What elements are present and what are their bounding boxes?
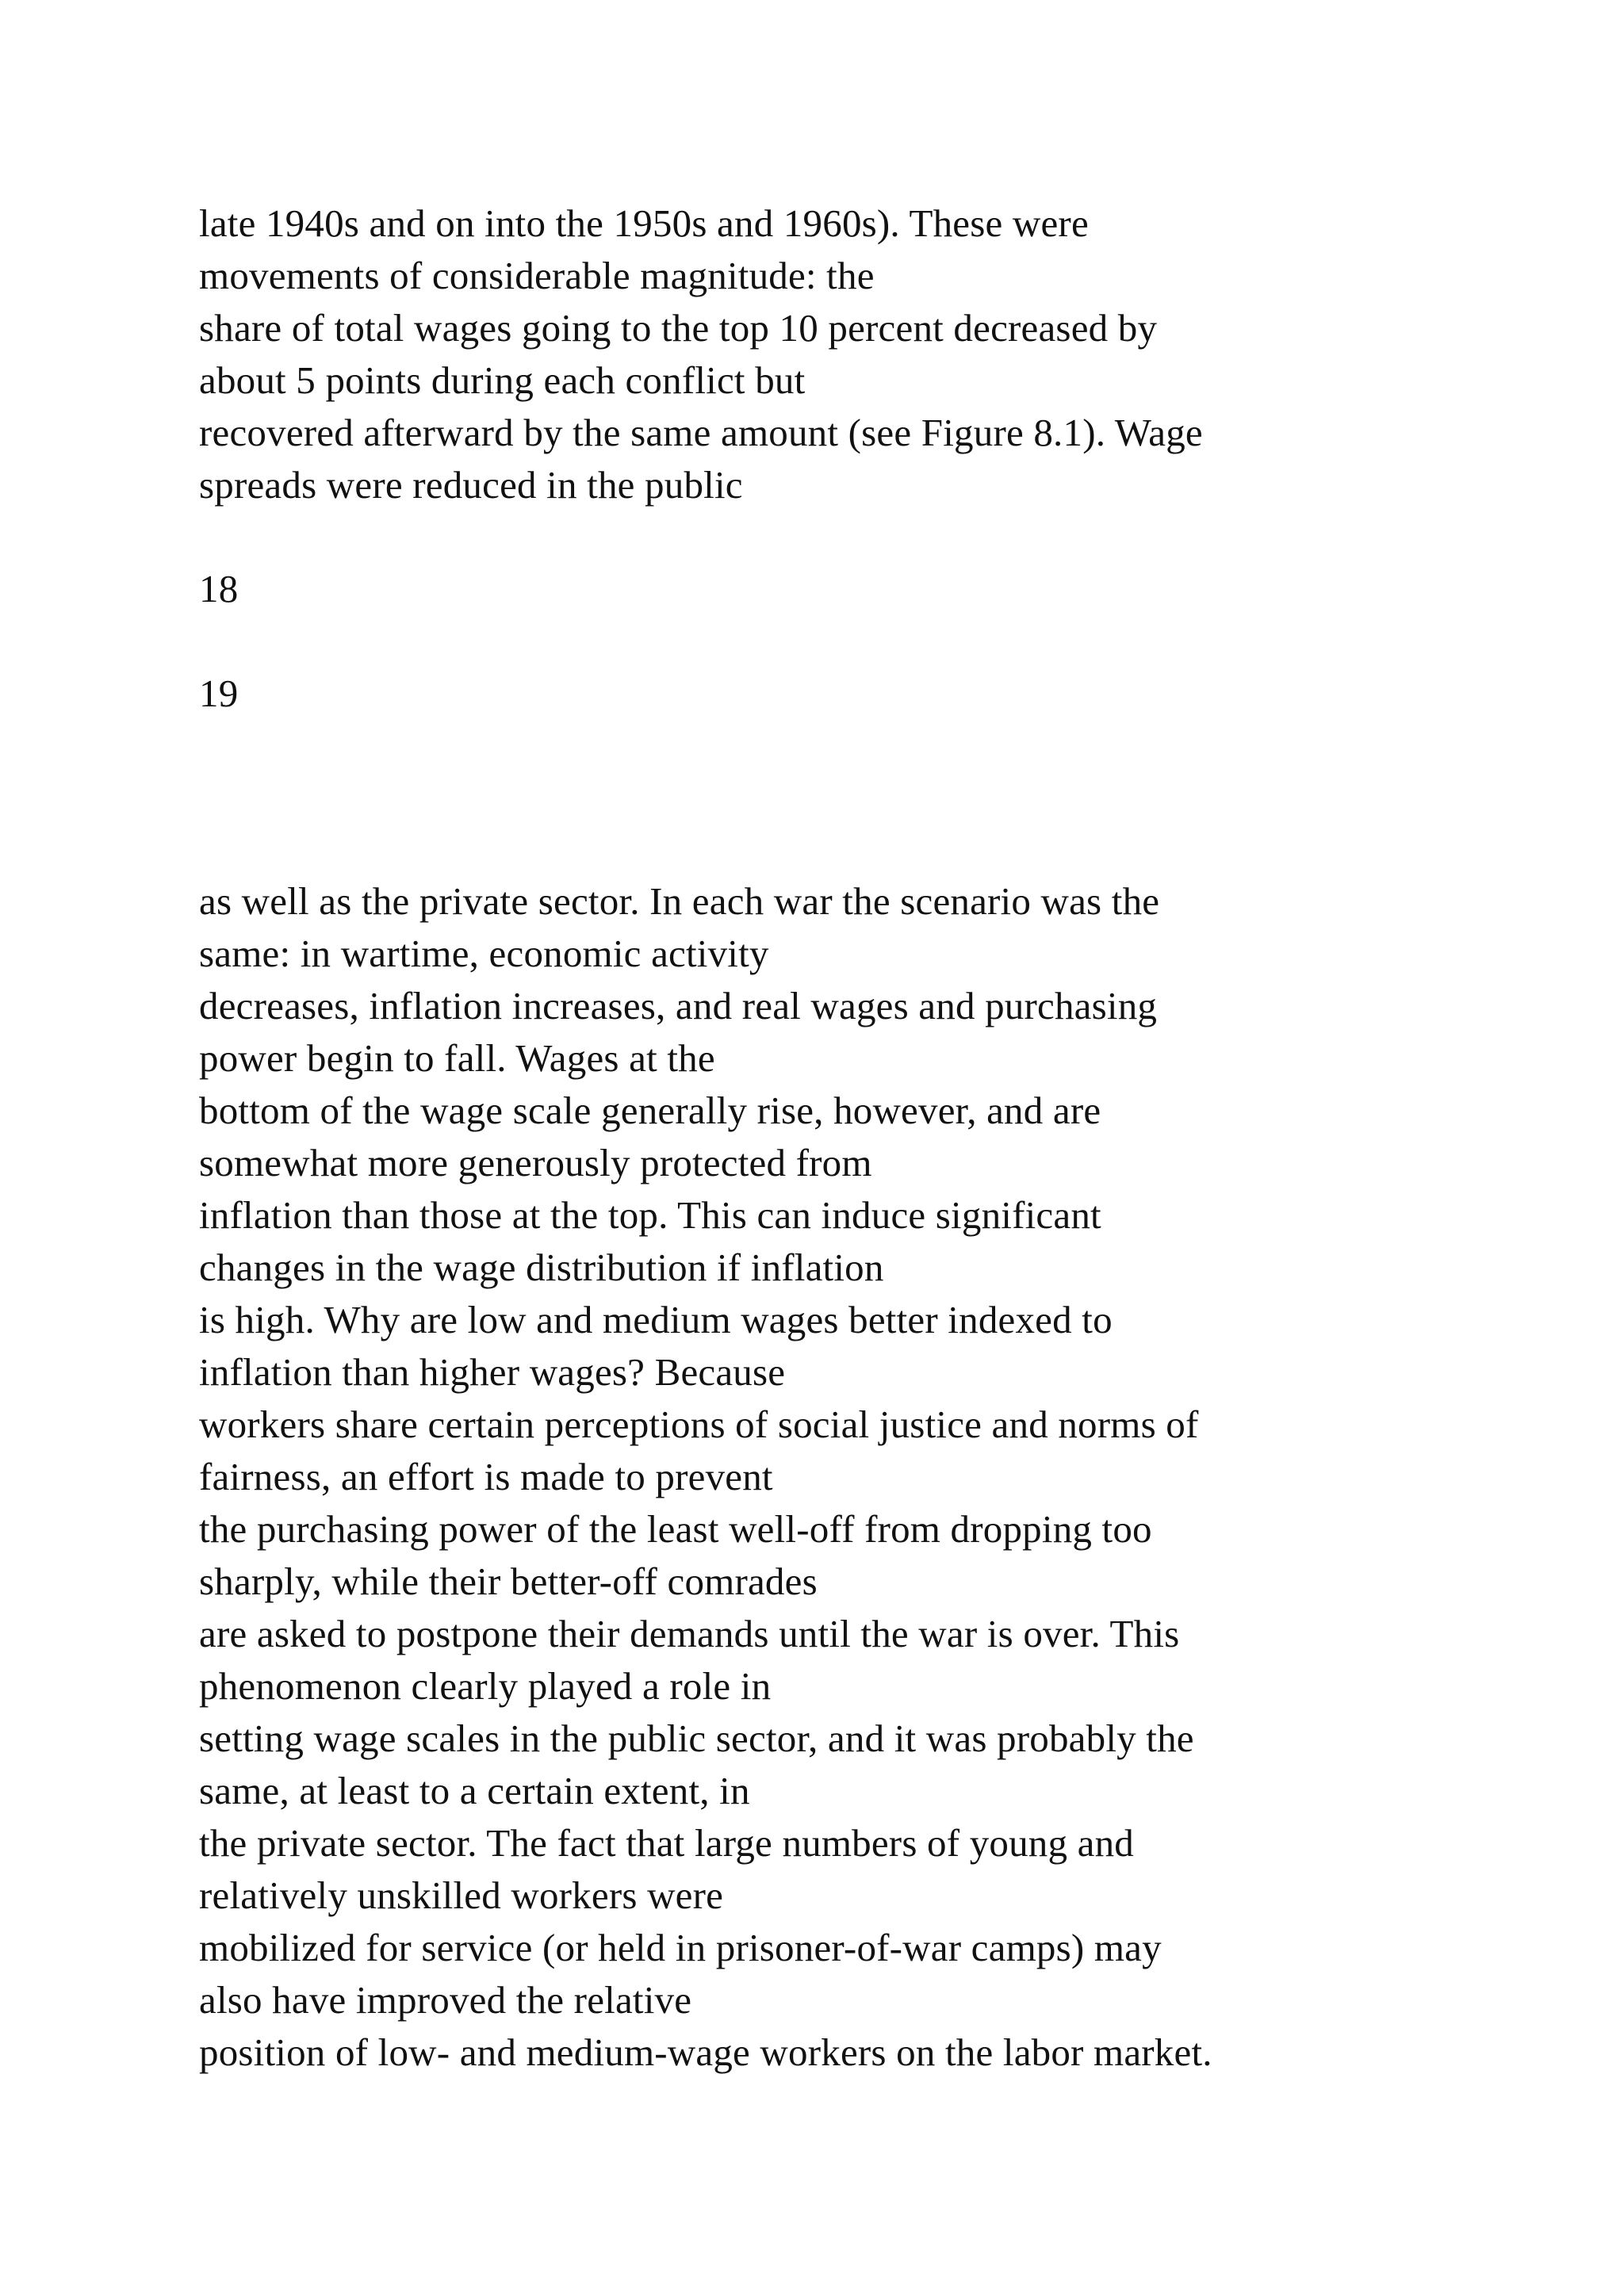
text-line: fairness, an effort is made to prevent [199,1455,773,1498]
text-line: position of low- and medium-wage workers on the labor market. [199,2030,1212,2074]
footnote-marker: 18 [199,567,239,610]
text-line: is high. Why are low and medium wages better indexed to [199,1298,1113,1341]
text-line: relatively unskilled workers were [199,1873,724,1917]
footnote-marker: 19 [199,672,239,715]
text-line: inflation than those at the top. This can induce significant [199,1193,1101,1237]
text-line: same, at least to a certain extent, in [199,1769,750,1812]
text-line: recovered afterward by the same amount (see Figure 8.1). Wage [199,411,1203,454]
text-line: sharply, while their better-off comrades [199,1559,818,1603]
text-line: spreads were reduced in the public [199,463,743,507]
text-line: mobilized for service (or held in prisoner-of-war camps) may [199,1926,1162,1969]
text-line: about 5 points during each conflict but [199,358,806,402]
text-line: decreases, inflation increases, and real wages and purchasing [199,984,1158,1027]
text-line: movements of considerable magnitude: the [199,254,875,297]
text-line: bottom of the wage scale generally rise, however, and are [199,1089,1101,1132]
text-line: somewhat more generously protected from [199,1141,872,1184]
text-line: as well as the private sector. In each war the scenario was the [199,879,1160,923]
text-line: are asked to postpone their demands until the war is over. This [199,1612,1180,1655]
text-line: phenomenon clearly played a role in [199,1664,772,1708]
text-line: power begin to fall. Wages at the [199,1036,715,1080]
text-line: workers share certain perceptions of social justice and norms of [199,1402,1199,1446]
text-line: the purchasing power of the least well-off from dropping too [199,1507,1152,1551]
text-line: same: in wartime, economic activity [199,932,769,975]
text-line: also have improved the relative [199,1978,692,2022]
text-line: changes in the wage distribution if inflation [199,1246,884,1289]
text-line: setting wage scales in the public sector, and it was probably the [199,1716,1194,1760]
text-line: share of total wages going to the top 10 percent decreased by [199,306,1158,350]
text-line: the private sector. The fact that large numbers of young and [199,1821,1135,1865]
text-line: late 1940s and on into the 1950s and 1960s). These were [199,201,1089,245]
text-line: inflation than higher wages? Because [199,1350,786,1394]
